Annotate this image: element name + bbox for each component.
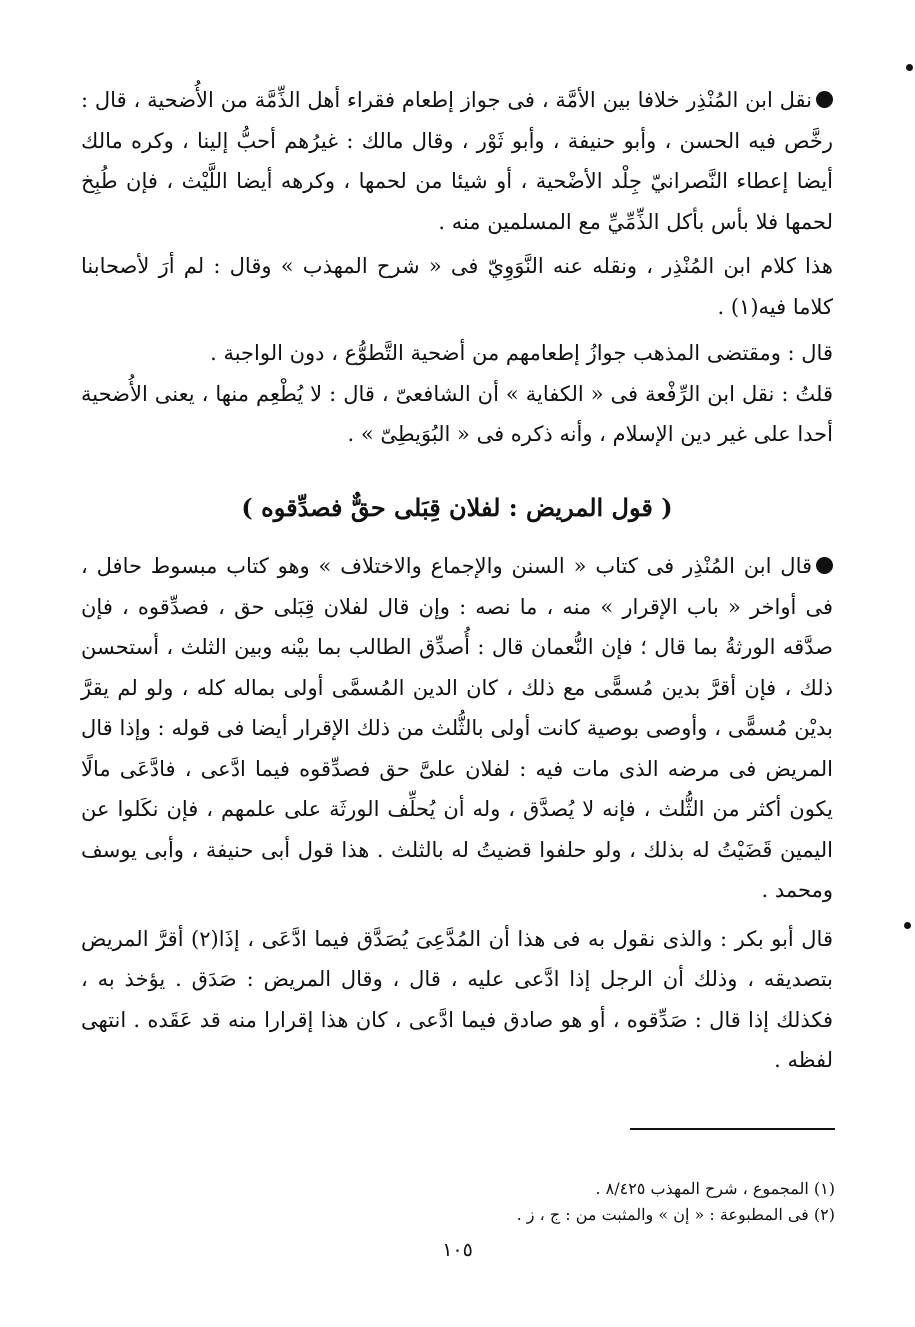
margin-mark-top [906, 64, 913, 71]
paragraph-6: قال أبو بكر : والذى نقول به فى هذا أن المُدَّعِىَ يُصَدَّق فيما ادَّعَى ، إذَا(٢) أقرَّ المريض بتصديقه ، وذلك أن الرجل إذا ادَّعى عليه ، قال ، وقال المريض : صَدَق . يؤخذ به ، فكذلك إذا قال : صَدِّقوه ، أو هو صادق فيما ادَّعى ، كان هذا إقرارا منه قد عَقَده . انتهى لفظه . [81, 926, 833, 1072]
paragraph-5 [81, 546, 833, 911]
section-two [81, 546, 833, 1081]
paragraph-1 [81, 80, 833, 242]
paragraph-bullet-icon [816, 91, 833, 108]
footnote-2: (٢) فى المطبوعة : « إن » والمثبت من : ج ، ز . [516, 1205, 835, 1224]
paragraph-1-text: نقل ابن المُنْذِر خلافا بين الأمَّة ، فى جواز إطعام فقراء أهل الذِّمَّة من الأُضحية ، قال : رخَّص فيه الحسن ، وأبو حنيفة ، وأبو ثَوْر ، وقال مالك : غيرُهم أحبُّ إلينا ، وكره مالك أيضا إعطاء النَّصرانيّ جِلْد الأضْحية ، أو شيئا من لحمها ، وكرهه أيضا اللَّيْث ، فإن طُبِخ لحمها فلا بأس بأكل الذِّمِّيِّ مع المسلمين منه . [81, 88, 833, 234]
page-number: ١٠٥ [442, 1239, 473, 1261]
section-one [81, 80, 833, 455]
paragraph-bullet-icon [816, 557, 833, 574]
section-heading: ( قول المريض : لفلان قِبَلى حقٌّ فصدِّقوه ) [241, 493, 673, 522]
footnote-1: (١) المجموع ، شرح المهذب ٨/٤٢٥ . [595, 1179, 835, 1198]
paragraph-2: هذا كلام ابن المُنْذِر ، ونقله عنه النَّوَوِيّ فى « شرح المهذب » وقال : لم أرَ لأصحابنا كلاما فيه(١) . [81, 254, 833, 319]
paragraph-3: قال : ومقتضى المذهب جوازُ إطعامهم من أضحية التَّطوُّع ، دون الواجبة . [210, 341, 833, 365]
footnote-separator [630, 1128, 835, 1130]
margin-mark-middle [904, 922, 911, 929]
paragraph-5-text: قال ابن المُنْذِر فى كتاب « السنن والإجماع والاختلاف » وهو كتاب مبسوط حافل ، فى أواخر « باب الإقرار » منه ، ما نصه : وإن قال لفلان قِبَلى حق ، فصدِّقوه ، فإن صدَّقه الورثةُ بما قال ؛ فإن النُّعمان قال : أُصدِّق الطالب بما بيْنه وبين الثلث ، أستحسن ذلك ، فإن أقرَّ بدين مُسمًّى مع ذلك ، كان الدين المُسمَّى أولى بماله كله ، ولو لم يقرَّ بديْن مُسمًّى ، وأوصى بوصية كانت أولى بالثُّلث من ذلك الإقرار أيضا فى قوله : وإذا قال المريض فى مرضه الذى مات فيه : لفلان علىَّ حق فصدِّقوه فيما ادَّعى ، فادَّعَى مالًا يكون أكثر من الثُّلث ، فإنه لا يُصدَّق ، وله أن يُحلِّف الورثَة على علمهم ، فإن نكَلوا عن اليمين قَضَيْتُ له بذلك ، ولو حلفوا قضيتُ له بالثلث . هذا قول أبى حنيفة ، وأبى يوسف ومحمد . [81, 554, 833, 902]
paragraph-4: قلتُ : نقل ابن الرِّفْعة فى « الكفاية » أن الشافعىّ ، قال : لا يُطْعِم منها ، يعنى الأُضحية أحدا على غير دين الإسلام ، وأنه ذكره فى « البُوَيطِىّ » . [81, 381, 833, 446]
